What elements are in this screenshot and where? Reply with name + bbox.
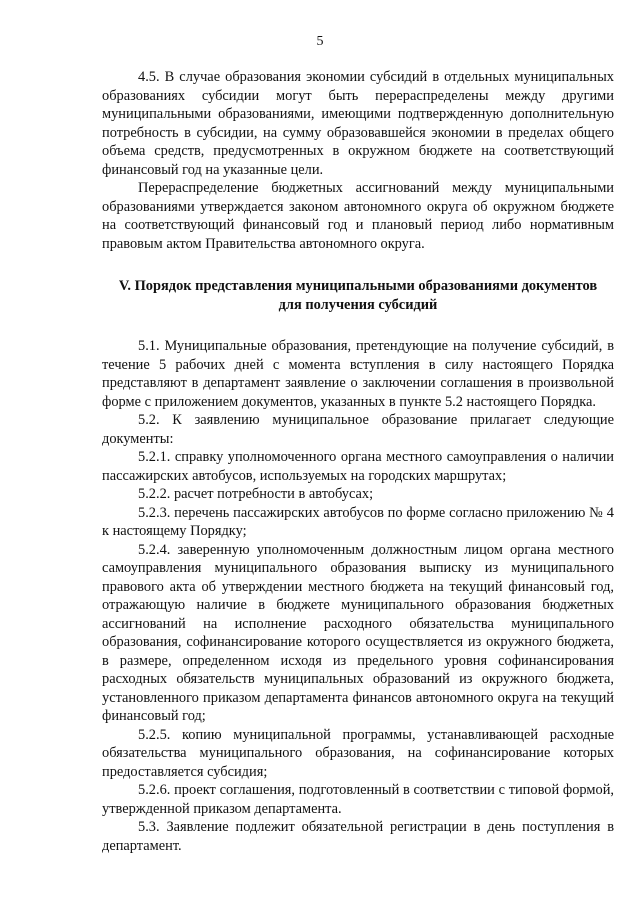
page-number: 5: [316, 34, 324, 49]
paragraph-5-2-4: 5.2.4. заверенную уполномоченным должностным лицом органа местного самоуправления муниципального образования выписку из муниципального правового акта об утверждении местного бюджета на текущий финансовый год, отражающую наличие в бюджете муниципального образования бюджетных ассигнований на исполнение расходного обязательства муниципального образования, софинансирование которого осуществляется из окружного бюджета, в размере, определенном исходя из предельного уровня софинансирования расходных обязательств муниципальных образований из окружного бюджета, установленного приказом департамента финансов автономного округа на текущий финансовый год;: [102, 541, 614, 724]
paragraph-4-5: 4.5. В случае образования экономии субсидий в отдельных муниципальных образованиях субсидии могут быть перераспределены между другими муниципальными образованиями, имеющими подтвержденную дополнительную потребность в субсидии, на сумму образовавшейся экономии в пределах общего объема средств, предусмотренных в окружном бюджете на соответствующий финансовый год на указанные цели.: [102, 69, 614, 178]
paragraph-5-2-5: 5.2.5. копию муниципальной программы, устанавливающей расходные обязательства муниципального образования, на софинансирование которых предоставляется субсидия;: [102, 726, 614, 780]
paragraph-5-2-3: 5.2.3. перечень пассажирских автобусов по форме согласно приложению № 4 к настоящему Порядку;: [102, 504, 614, 539]
paragraph-5-2: 5.2. К заявлению муниципальное образование прилагает следующие документы:: [102, 412, 614, 447]
document-body: [102, 68, 614, 855]
paragraph-5-3: 5.3. Заявление подлежит обязательной регистрации в день поступления в департамент.: [102, 819, 614, 854]
paragraph-5-2-1: 5.2.1. справку уполномоченного органа местного самоуправления о наличии пассажирских автобусов, используемых на городских маршрутах;: [102, 449, 614, 484]
paragraph-5-2-2: 5.2.2. расчет потребности в автобусах;: [138, 486, 374, 502]
section-heading: V. Порядок представления муниципальными образованиями документов для получения субсидий: [118, 278, 598, 313]
paragraph-5-2-6: 5.2.6. проект соглашения, подготовленный в соответствии с типовой формой, утвержденной приказом департамента.: [102, 782, 614, 817]
paragraph-5-1: 5.1. Муниципальные образования, претендующие на получение субсидий, в течение 5 рабочих дней с момента вступления в силу настоящего Порядка представляют в департамент заявление о заключении соглашения в произвольной форме с приложением документов, указанных в пункте 5.2 настоящего Порядка.: [102, 338, 614, 410]
paragraph-redistribution: Перераспределение бюджетных ассигнований между муниципальными образованиями утверждается законом автономного округа об окружном бюджете на соответствующий финансовый год и плановый период либо нормативным правовым актом Правительства автономного округа.: [102, 180, 614, 252]
